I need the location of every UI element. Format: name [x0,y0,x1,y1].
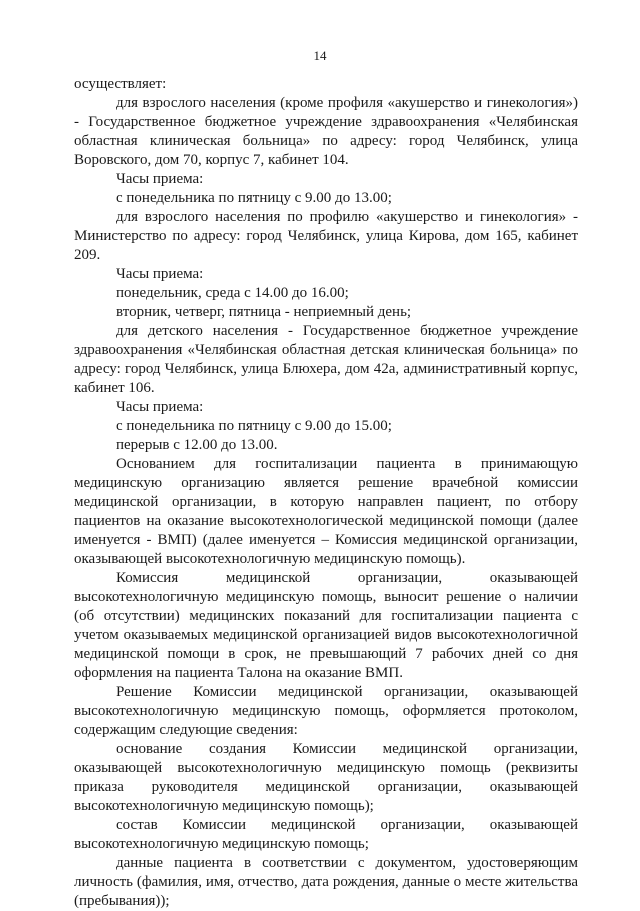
page-number: 14 [313,48,327,63]
paragraph-commission-decision: Комиссия медицинской организации, оказывающей высокотехнологичную медицинскую помощь, выносит решение о наличии (об отсутствии) медицинских показаний для госпитализации пациента с учетом оказываемых медицинской организацией видов высокотехнологичной медицинской помощи в срок, не превышающий 7 рабочих дней со дня оформления на пациента Талона на оказание ВМП. [74,570,578,681]
paragraph-adult-clinic: для взрослого населения (кроме профиля «акушерство и гинекология») - Государственное бюджетное учреждение здравоохранения «Челябинская областная клиническая больница» по адресу: город Челябинск, улица Воровского, дом 70, корпус 7, кабинет 104. [74,95,578,168]
paragraph-hours-3a: с понедельника по пятницу с 9.00 до 15.00; [116,418,392,434]
paragraph-basis-hospitalization: Основанием для госпитализации пациента в принимающую медицинскую организацию является решение врачебной комиссии медицинской организации, в которую направлен пациент, по отбору пациентов на оказание высокотехнологической медицинской помощи (далее именуется - ВМП) (далее именуется – Комиссия медицинской организации, оказывающей высокотехнологичную медицинскую помощь). [74,456,578,567]
paragraph-protocol-composition: состав Комиссии медицинской организации, оказывающей высокотехнологичную медицинскую помощь; [74,817,578,852]
paragraph-protocol-basis: основание создания Комиссии медицинской организации, оказывающей высокотехнологичную медицинскую помощь (реквизиты приказа руководителя медицинской организации, оказывающей высокотехнологичную медицинскую помощь); [74,741,578,814]
paragraph-hours-2a: понедельник, среда с 14.00 до 16.00; [116,285,349,301]
paragraph-protocol-patient-data: данные пациента в соответствии с документом, удостоверяющим личность (фамилия, имя, отчество, дата рождения, данные о месте жительства (пребывания)); [74,855,578,909]
paragraph-children-clinic: для детского населения - Государственное бюджетное учреждение здравоохранения «Челябинская областная детская клиническая больница» по адресу: город Челябинск, улица Блюхера, дом 42а, административный корпус, кабинет 106. [74,323,578,396]
paragraph-hours-label-2: Часы приема: [116,266,204,282]
paragraph-hours-2b: вторник, четверг, пятница - неприемный день; [116,304,412,320]
paragraph-intro: осуществляет: [74,76,167,92]
paragraph-protocol: Решение Комиссии медицинской организации, оказывающей высокотехнологичную медицинскую помощь, оформляется протоколом, содержащим следующие сведения: [74,684,578,738]
paragraph-hours-label-1: Часы приема: [116,171,204,187]
paragraph-hours-label-3: Часы приема: [116,399,204,415]
paragraph-hours-1: с понедельника по пятницу с 9.00 до 13.00; [116,190,392,206]
paragraph-obstetrics-ministry: для взрослого населения по профилю «акушерство и гинекология» - Министерство по адресу: город Челябинск, улица Кирова, дом 165, кабинет 209. [74,209,578,263]
paragraph-hours-3b: перерыв с 12.00 до 13.00. [116,437,278,453]
document-body [74,75,578,911]
